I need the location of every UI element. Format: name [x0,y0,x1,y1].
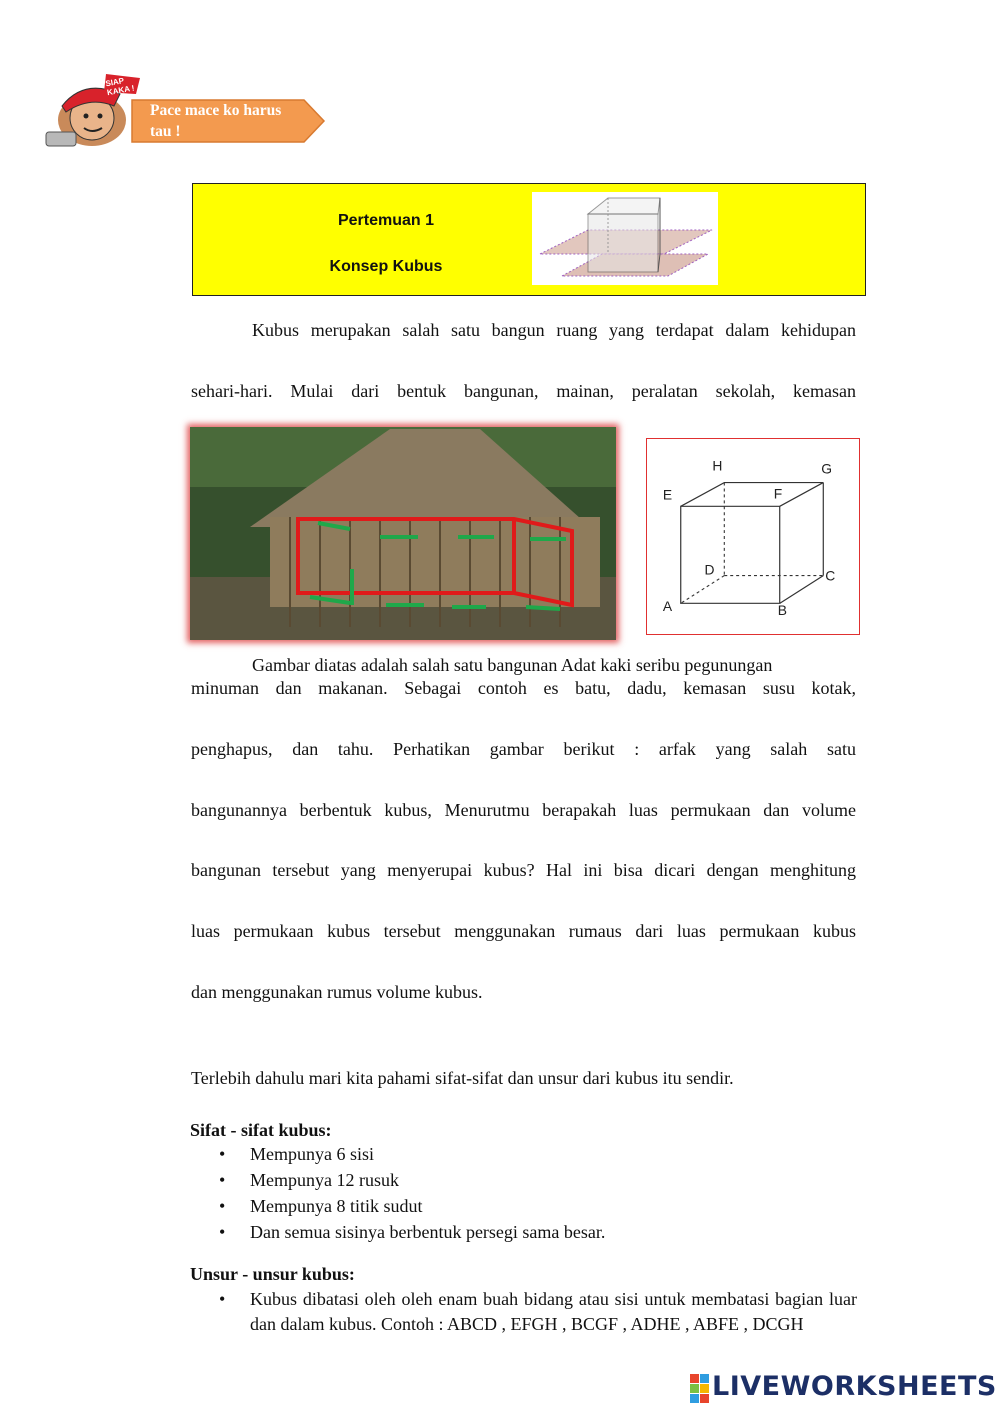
cube-diagram [646,438,860,635]
body-line-4: bangunan tersebut yang menyerupai kubus? Hal ini bisa dicari dengan menghitung [191,860,856,880]
vertex-label-e: E [662,486,673,503]
vertex-label-d: D [704,561,715,578]
badge-text: SIAP KAKA ! [104,76,136,98]
sifat-list [191,1141,857,1245]
transition-text: Terlebih dahulu mari kita pahami sifat-sifat dan unsur dari kubus itu sendir. [191,1068,734,1088]
liveworksheets-logo[interactable]: LIVEWORKSHEETS [712,1371,997,1402]
unsur-heading: Unsur - unsur kubus: [190,1264,355,1284]
body-line-1: minuman dan makanan. Sebagai contoh es batu, dadu, kemasan susu kotak, [191,678,856,698]
list-item: • Kubus dibatasi oleh oleh enam buah bidang atau sisi untuk membatasi bagian luar dan dalam kubus. Contoh : ABCD , EFGH , BCGF , ADHE , ABFE , DCGH [191,1287,857,1337]
list-item: • Mempunya 8 titik sudut [191,1193,857,1219]
header-box [192,183,866,296]
banner-text: Pace mace ko harus tau ! [150,102,282,140]
intro-line-1: Kubus merupakan salah satu bangun ruang yang terdapat dalam kehidupan [252,320,856,340]
meeting-title: Pertemuan 1 [337,212,435,229]
body-line-5: luas permukaan kubus tersebut menggunakan rumaus dari luas permukaan kubus [191,921,856,941]
photo-caption: Gambar diatas adalah salah satu bangunan Adat kaki seribu pegunungan [252,655,773,675]
vertex-label-h: H [712,457,723,474]
vertex-label-b: B [777,602,787,619]
list-item: • Mempunya 6 sisi [191,1141,857,1167]
unsur-list [191,1287,857,1337]
body-line-6: dan menggunakan rumus volume kubus. [191,982,483,1002]
traditional-house-photo [190,427,616,640]
vertex-label-a: A [662,598,673,615]
topic-title: Konsep Kubus [329,258,443,275]
sifat-heading: Sifat - sifat kubus: [190,1120,332,1140]
body-line-3: bangunannya berbentuk kubus, Menurutmu berapakah luas permukaan dan volume [191,800,856,820]
intro-line-2: sehari-hari. Mulai dari bentuk bangunan, mainan, peralatan sekolah, kemasan [191,381,856,401]
vertex-label-c: C [825,567,836,584]
liveworksheets-logo-icon [690,1374,710,1404]
cube-net-image [532,192,718,285]
body-line-2: penghapus, dan tahu. Perhatikan gambar berikut : arfak yang salah satu [191,739,856,759]
vertex-label-f: F [773,485,783,502]
list-item: • Mempunya 12 rusuk [191,1167,857,1193]
vertex-label-g: G [821,460,833,477]
list-item: • Dan semua sisinya berbentuk persegi sama besar. [191,1219,857,1245]
